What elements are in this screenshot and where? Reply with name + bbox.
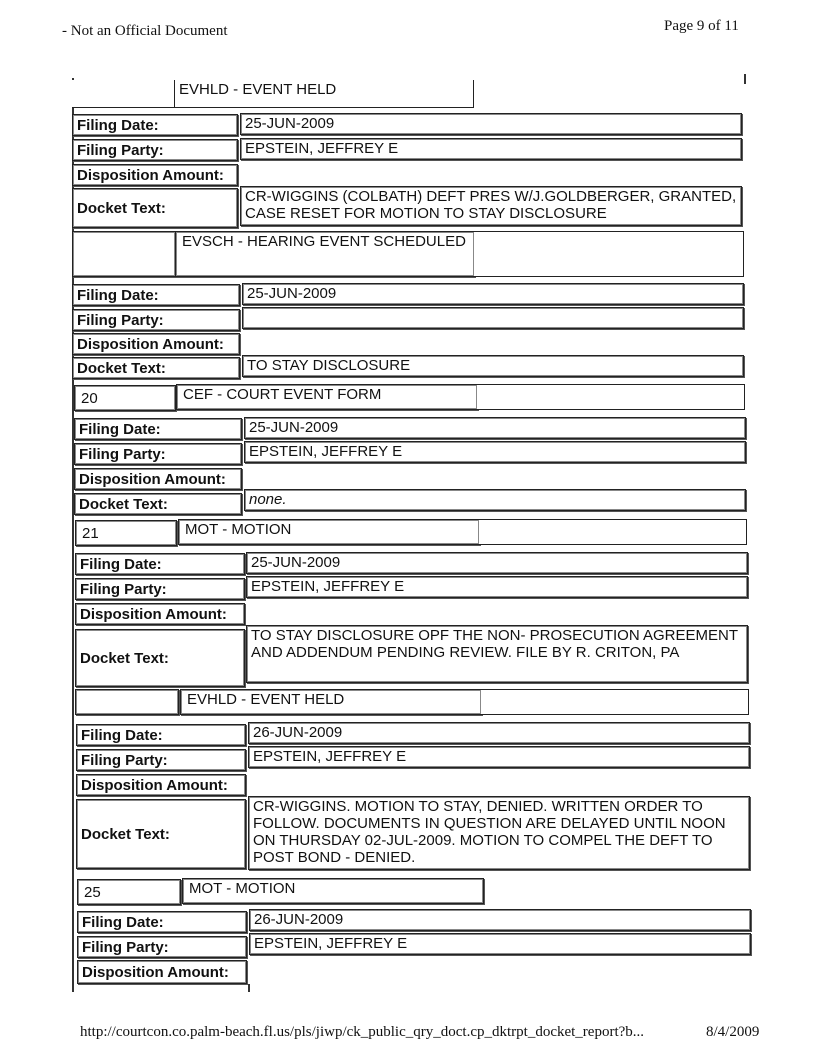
page-footer [80,1024,760,1041]
filing-date-label [75,553,245,575]
filing-party-value [249,933,751,955]
page-number: Page 9 of 11 [664,18,739,34]
docket-text-text: TO STAY DISCLOSURE OPF THE NON- PROSECUTION AGREEMENT AND ADDENDUM PENDING REVIEW. FILE BY R. CRITON, PA [251,627,738,661]
print-date: 8/4/2009 [706,1024,760,1040]
filing-party-label-text: Filing Party: [77,311,164,329]
entry-number-cell [72,231,176,277]
docket-text-label [75,629,245,687]
frame-right-line [744,74,746,84]
filing-party-label-text: Filing Party: [77,141,164,159]
entry-header-fill [481,689,749,715]
disposition-amount-label-text: Disposition Amount: [81,776,228,794]
frame-divider [248,984,250,992]
entry-event-text: MOT - MOTION [189,880,296,897]
filing-party-value [242,307,744,329]
entry-event-text: CEF - COURT EVENT FORM [183,386,382,403]
entry-header-fill [477,384,745,410]
filing-date-label-text: Filing Date: [81,726,163,744]
docket-text-value [246,625,748,683]
disposition-amount-label [72,164,238,186]
entry-event-text: MOT - MOTION [185,521,292,538]
filing-party-text: EPSTEIN, JEFFREY E [253,748,407,765]
entry-event-label [175,231,475,277]
watermark-note: - Not an Official Document [62,23,228,39]
docket-text-label [76,799,246,869]
entry-event-label [178,519,480,545]
docket-text-text: none. [249,491,287,508]
filing-date-value [244,417,746,439]
docket-text-value [244,489,746,511]
filing-date-text: 26-JUN-2009 [254,911,344,928]
filing-date-value [248,722,750,744]
docket-text-text: CR-WIGGINS (COLBATH) DEFT PRES W/J.GOLDBERGER, GRANTED, CASE RESET FOR MOTION TO STAY DISCLOSURE [245,188,737,222]
filing-date-text: 25-JUN-2009 [247,285,337,302]
docket-text-label [72,188,238,228]
filing-party-text: EPSTEIN, JEFFREY E [249,443,403,460]
filing-date-label [72,114,238,136]
entry-number-cell [74,385,176,411]
filing-party-text: EPSTEIN, JEFFREY E [254,935,408,952]
entry-event-label [176,384,478,410]
filing-party-value [248,746,750,768]
disposition-amount-label-text: Disposition Amount: [77,335,224,353]
disposition-amount-label-text: Disposition Amount: [80,605,227,623]
entry-event-text: EVHLD - EVENT HELD [179,81,337,98]
filing-party-value [240,138,742,160]
disposition-amount-label-text: Disposition Amount: [77,166,224,184]
entry-header-fill [474,231,744,277]
docket-text-label-text: Docket Text: [81,825,170,843]
docket-text-label-text: Docket Text: [77,199,166,217]
docket-text-label-text: Docket Text: [80,649,169,667]
filing-date-label [74,418,242,440]
filing-date-text: 26-JUN-2009 [253,724,343,741]
filing-date-label-text: Filing Date: [79,420,161,438]
docket-text-label [74,493,242,515]
docket-text-label-text: Docket Text: [77,359,166,377]
filing-party-label-text: Filing Party: [80,580,167,598]
filing-party-label-text: Filing Party: [79,445,166,463]
docket-text-value [242,355,744,377]
disposition-amount-label-text: Disposition Amount: [79,470,226,488]
filing-date-text: 25-JUN-2009 [249,419,339,436]
entry-event-text: EVSCH - HEARING EVENT SCHEDULED [182,233,466,250]
docket-text-text: TO STAY DISCLOSURE [247,357,411,374]
entry-header-fill [479,519,747,545]
filing-date-label-text: Filing Date: [77,116,159,134]
entry-event-label [174,80,474,108]
docket-text-text: CR-WIGGINS. MOTION TO STAY, DENIED. WRITTEN ORDER TO FOLLOW. DOCUMENTS IN QUESTION ARE DELAYED UNTIL NOON ON THURSDAY 02-JUL-2009. MOTION TO COMPEL THE DEFT TO POST BOND - DENIED. [253,798,726,866]
filing-party-label [72,139,238,161]
entry-event-label [182,878,484,904]
disposition-amount-label [72,333,240,355]
docket-text-value [240,186,742,226]
filing-date-text: 25-JUN-2009 [251,554,341,571]
filing-date-label-text: Filing Date: [82,913,164,931]
filing-date-label-text: Filing Date: [80,555,162,573]
filing-party-value [246,576,748,598]
filing-date-text: 25-JUN-2009 [245,115,335,132]
filing-date-label [72,284,240,306]
filing-party-text: EPSTEIN, JEFFREY E [251,578,405,595]
source-url: http://courtcon.co.palm-beach.fl.us/pls/jiwp/ck_public_qry_doct.cp_dktrpt_docket_report?b... [80,1024,645,1040]
disposition-amount-label [74,468,242,490]
filing-party-label [77,936,247,958]
filing-party-text: EPSTEIN, JEFFREY E [245,140,399,157]
filing-date-value [249,909,751,931]
filing-party-label [75,578,245,600]
entry-number-cell [77,879,181,905]
entry-event-label [180,689,482,715]
filing-date-value [240,113,742,135]
docket-text-label [72,357,240,379]
entry-number: 20 [81,389,98,407]
disposition-amount-label [75,603,245,625]
filing-date-value [242,283,744,305]
entry-number-cell [75,520,177,546]
entry-number: 21 [82,524,99,542]
disposition-amount-label [77,960,247,984]
filing-party-label [76,749,246,771]
filing-party-value [244,441,746,463]
filing-party-label [74,443,242,465]
filing-date-label [76,724,246,746]
filing-party-label-text: Filing Party: [81,751,168,769]
entry-number-cell [75,689,179,715]
docket-text-value [248,796,750,870]
filing-date-value [246,552,748,574]
disposition-amount-label [76,774,246,796]
entry-event-text: EVHLD - EVENT HELD [187,691,345,708]
entry-number: 25 [84,883,101,901]
filing-date-label [77,911,247,933]
filing-date-label-text: Filing Date: [77,286,159,304]
docket-text-label-text: Docket Text: [79,495,168,513]
filing-party-label-text: Filing Party: [82,938,169,956]
disposition-amount-label-text: Disposition Amount: [82,963,229,981]
filing-party-label [72,309,240,331]
